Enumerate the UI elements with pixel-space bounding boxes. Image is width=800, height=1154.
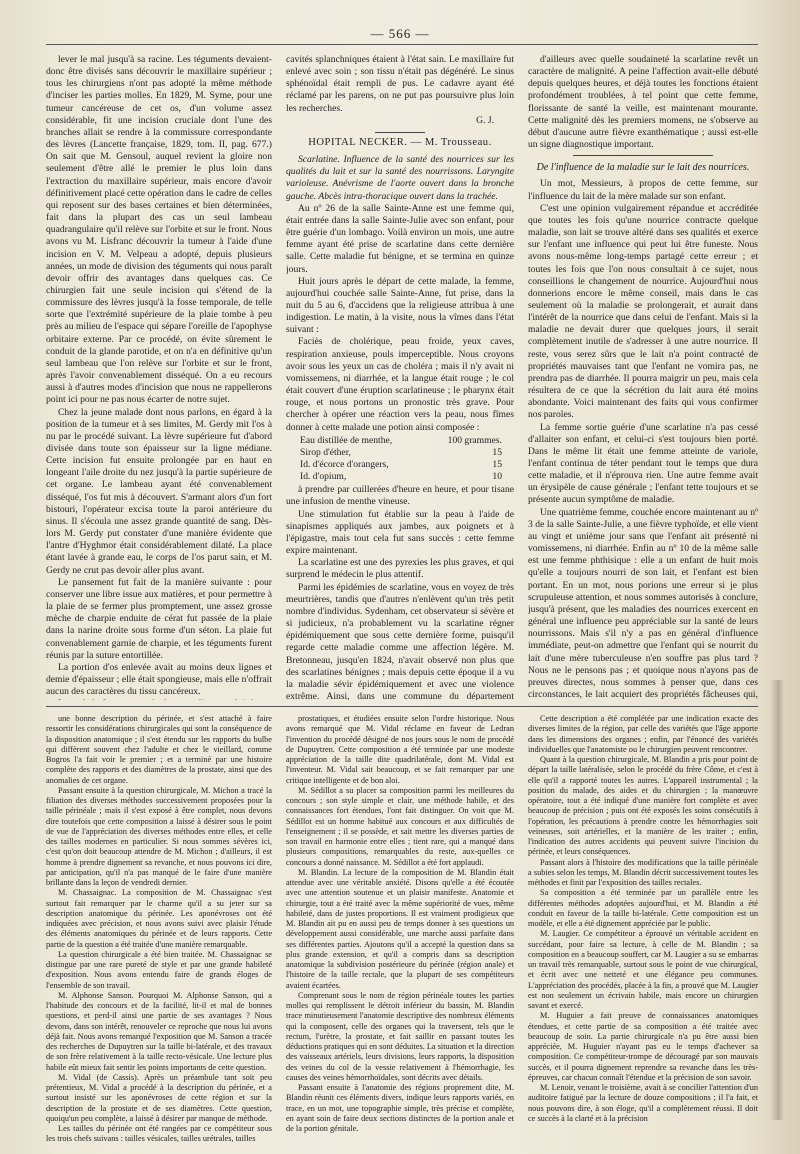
paragraph: Une quatrième femme, couchée encore maintenant au nº 3 de la salle Sainte-Julie, a une fièvre typhoïde, et elle vient au vingt et unième jour sans que l'enfant ait présenté ni vomissemens, ni diarrhée. Enfin au nº 10 de la même salle est une femme phthisique : elle a un enfant de huit mois qu'elle a toujours nourri de son lait, et l'enfant est bien portant. En un mot, nous porions une erreur si je plus scrupuleuse attention, et nous sommes autorisés à conclure, jusqu'à présent, que les maladies des nourrices exercent en général une influence peu appréciable sur la santé de leurs nourrissons. Mais s'il n'y a pas en général d'influence immédiate, peut-on admettre que l'enfant qui se nourrit du lait d'une mère tuberculeuse n'en souffre pas plus tard ? Nous ne le pensons pas ; et quoique nous n'ayons pas de preuves directes, nous sommes à penser que, dans ces circonstances, le lait acquiert des propriétés fâcheuses qui, xyxy=(528,506,758,700)
paragraph: prostatiques, et étudiées ensuite selon l'ordre historique. Nous avons remarqué que M. Vidal réclame en faveur de Ledran l'invention du procédé désigné de nos jours sous le nom de procédé de Dupuytren. Cette composition a été terminée par une modeste appréciation de la taille dite quadrilatérale, dont M. Vidal est l'inventeur. M. Vidal sait beaucoup, et se fait remarquer par une critique intelligente et de bon aloi. xyxy=(286,714,514,785)
paragraph: M. Lenoir, venant le troisième, avait à se concilier l'attention d'un auditoire fatigué par la lecture de douze compositions ; il l'a fait, et nous pouvons dire, à son éloge, qu'il a complètement réussi. Il doit ce succès à la clarté et à la précision xyxy=(528,1083,758,1123)
paragraph: M. Alphonse Sanson. Pourquoi M. Alphonse Sanson, qui a l'habitude des concours et de la facilité, lit-il et mal de bonnes questions, et perd-il ainsi une partie de ses avantages ? Nous devons, dans son intérêt, renouveler ce reproche que nous lui avons déjà fait. Nous avons remarqué l'exposition que M. Sanson a tracée des recherches de Dupuytren sur la taille bi-latérale, et des travaux de son frère relativement à la taille recto-vésicale. Une lecture plus habile eût mieux fait sentir les points importants de cette question. xyxy=(46,990,272,1072)
recipe-ingredient: Id. d'opium, xyxy=(300,471,347,483)
paragraph: lever le mal jusqu'à sa racine. Les téguments devaient-donc être divisés sans découvrir le maxillaire supérieur ; tous les chirurgiens n'ont pas adopté la même méthode d'inciser les parties molles. En 1829, M. Syme, pour une tumeur cancéreuse de cet os, d'un volume assez considérable, fit une incision cruciale dont l'une des branches allait se rendre à la commissure correspondante des lèvres (Lancette française, 1829, tom. II, pag. 677.) On sait que M. Gensoul, auquel revient la gloire non seulement d'être allé le premier le plus loin dans l'extraction du maxillaire supérieur, mais encore d'avoir définitivement placé cette opération dans le cadre de celles qui reposent sur des bases certaines et bien déterminées, fait dans la plupart des cas un seul lambeau quadrangulaire qu'il relève sur l'orbite et sur le front. Nous avons vu M. Lisfranc découvrir la tumeur à l'aide d'une incision en V. M. Velpeau a adopté, depuis plusieurs années, un mode de division des téguments qui nous paraît devoir offrir des avantages dans quelques cas. Ce chirurgien fait une seule incision qui s'étend de la commissure des lèvres jusqu'à la fosse temporale, de telle sorte que l'extrémité supérieure de la plaie tombe à peu près au milieu de l'espace qui sépare l'oreille de l'apophyse orbitaire externe. Par ce procédé, on évite sûrement le conduit de la glande parotide, et on n'a en définitive qu'un seul lambeau que l'on relève sur l'orbite et sur le front, après l'avoir convenablement disséqué. On a eu recours aussi à d'autres modes d'incision que nous ne rappellerons point ici pour ne pas nous écarter de notre sujet. xyxy=(46,54,272,406)
paragraph: Le pansement fut fait de la manière suivante : pour conserver une libre issue aux matières, et pour permettre à la plaie de se fermer plus promptement, une assez grosse mèche de charpie enduite de cérat fut passée de la plaie dans la narine droite sous forme d'un séton. La plaie fut convenablement garnie de charpie, et les téguments furent réunis par la suture entortillée. xyxy=(46,576,272,661)
paragraph xyxy=(46,698,272,700)
milk-influence-paragraphs xyxy=(528,178,758,700)
author-signature: G. J. xyxy=(476,114,494,126)
case-paragraphs-a xyxy=(286,203,514,434)
paragraph: Un mot, Messieurs, à propos de cette femme, sur l'influence du lait de la mère malade sur son enfant. xyxy=(528,178,758,202)
paragraph: Huit jours après le départ de cette malade, la femme, aujourd'hui couchée salle Sainte-Anne, fut prise, dans la nuit du 5 au 6, d'accidens que la religieuse attribua à une indigestion. Le matin, à la visite, nous la vîmes dans l'état suivant : xyxy=(286,275,514,336)
recipe-row xyxy=(286,459,514,471)
top-col1-paragraphs xyxy=(46,54,272,700)
milk-influence-subtitle: De l'influence de la maladie sur le lait des nourrices. xyxy=(536,162,750,174)
bottom-column-3 xyxy=(528,714,758,1146)
paragraph: M. Huguier a fait preuve de connaissances anatomiques étendues, et cette partie de sa composition a été traitée avec beaucoup de soin. La partie chirurgicale n'a pu être aussi bien appréciée, M. Huguier n'ayant pas eu le temps d'achever sa composition. Ce compétiteur-trompe de découragé par son mauvais succès, et il pourra dignement reprendre sa revanche dans les très-épreuves, car chacun connaît l'étendue et la précision de son savoir. xyxy=(528,1011,758,1082)
top-column-3 xyxy=(528,54,758,700)
recipe-quantity: 15 xyxy=(492,446,502,458)
page-number: — 566 — xyxy=(370,26,430,41)
bottom-column-1 xyxy=(46,714,272,1146)
recipe-ingredient: Sirop d'éther, xyxy=(300,446,351,458)
previous-case-ending: cavités splanchniques étaient à l'état sain. Le maxillaire fut enlevé avec soin ; son tissu n'était pas dégénéré. Le sinus sphénoïdal était rempli de pus. Le cadavre ayant été réclamé par les parens, on ne put pas poursuivre plus loin les recherches. xyxy=(286,54,514,114)
recipe-ingredient: Eau distillée de menthe, xyxy=(300,434,393,446)
paragraph: Comprenant sous le nom de région périnéale toutes les parties molles qui remplissent le détroit inférieur du bassin, M. Blandin trace minutieusement l'anatomie descriptive des nombreux éléments qui la composent, celle des organes qui la traversent, tels que le rectum, l'urètre, la prostate, et fait saillir en passant toutes les déductions pratiques qui en sont déduites. La situation et la direction des vaisseaux artériels, leurs divisions, leurs rapports, la disposition des veines du col de la vessie relativement à l'hémorrhagie, les causes des veines hémorrhoïdales, sont décrits avec détails. xyxy=(286,990,514,1082)
paragraph: Faciès de cholérique, peau froide, yeux caves, respiration anxieuse, pouls imperceptible. Nous croyons avoir sous les yeux un cas de choléra ; mais il n'y avait ni vomissemens, ni diarrhée, et la langue était rouge ; le col était couvert d'une éruption scarlatineuse ; le pharynx était rouge, et nous portons un pronostic très grave. Pour chercher à opérer une réaction vers la peau, nous fîmes donner à cette malade une potion ainsi composée : xyxy=(286,336,514,433)
paragraph: Passant alors à l'histoire des modifications que la taille périnéale a subies selon les temps, M. Blandin décrit successivement toutes les méthodes et finit par l'exposition des tailles rectales. xyxy=(528,857,758,887)
paragraph: La scarlatine est une des pyrexies les plus graves, et qui surprend le médecin le plus attentif. xyxy=(286,557,514,581)
paragraph: M. Vidal (de Cassis). Après un préambule tant soit peu prétentieux, M. Vidal a procédé à la description du périnée, et a surtout insisté sur les aponévroses de cette région et sur la description de la prostate et de ses diamètres. Cette question, quoiqu'un peu complète, a laissé à désirer par manque de méthode. xyxy=(46,1072,272,1123)
top-column-2 xyxy=(286,54,514,700)
paragraph: M. Chassaignac. La composition de M. Chassaignac s'est surtout fait remarquer par le charme qu'il a su jeter sur sa description anatomique du périnée. Les aponévroses ont été indiquées avec précision, et nous avons suivi avec plaisir l'étude des éléments anatomiques du périnée et de leurs rapports. Cette partie de la question a été traitée d'une manière remarquable. xyxy=(46,888,272,949)
paragraph: une bonne description du périnée, et s'est attaché à faire ressortir les considérations chirurgicales qui sont la conséquence de la disposition anatomique ; il s'est étendu sur les rapports du bulbe qui diffèrent souvent chez l'adulte et chez le vieillard, comme Bogros l'a fait voir le premier ; et a terminé par une histoire complète des rapports et des diamètres de la prostate, ainsi que des anomalies de cet organe. xyxy=(46,714,272,785)
binding-shadow xyxy=(770,680,784,1120)
top-column-1 xyxy=(46,54,272,700)
concours-paragraphs-3 xyxy=(528,714,758,1124)
recipe-row xyxy=(286,435,514,447)
header-rule xyxy=(46,44,758,45)
recipe-quantity: 15 xyxy=(492,459,502,470)
paragraph: Cette description a été complétée par une indication exacte des diverses limites de la région, par celle des variétés que l'âge apporte dans les dimensions des organes ; enfin, par l'énoncé des variétés individuelles que l'anatomiste ou le chirurgien peuvent rencontrer. xyxy=(528,714,758,754)
paragraph: Au nº 26 de la salle Sainte-Anne est une femme qui, était entrée dans la salle Sainte-Julie avec son enfant, pour être guérie d'un lombago. Voilà environ un mois, une autre femme ayant été prise de scarlatine dans cette dernière salle. Cette maladie fut bénigne, et se termina en quinze jours. xyxy=(286,202,514,275)
paragraph: Les tailles du périnée ont été rangées par ce compétiteur sous les trois chefs suivans : tailles vésicales, tailles urétrales, tailles xyxy=(46,1124,272,1144)
recipe-quantity: 100 grammes. xyxy=(447,434,502,446)
paragraph: M. Laugier. Ce compétiteur a éprouvé un véritable accident en succédant, pour faire sa lecture, à celle de M. Blandin ; sa composition en a beaucoup souffert, car M. Laugier a su se embarras un travail très remarquable, surtout sous le point de vue chirurgical, et écrit avec une netteté et une élégance peu communes. L'appréciation des procédés, placée à la fin, a prouvé que M. Laugier est non seulement un écrivain habile, mais encore un chirurgien savant et exercé. xyxy=(528,929,758,1010)
section-divider xyxy=(375,132,425,133)
subsection-divider xyxy=(573,155,713,156)
hospital-heading: HOPITAL NECKER. — M. Trousseau. xyxy=(308,136,492,148)
paragraph: Une stimulation fut établie sur la peau à l'aide de sinapismes appliqués aux jambes, aux poignets et à l'épigastre, mais tout cela fut sans succès : cette femme expire maintenant. xyxy=(286,508,514,557)
case-title: Scarlatine. Influence de la santé des nourrices sur les qualités du lait et sur la santé des nourrissons. Laryngite varioleuse. Anévrisme de l'aorte ouvert dans la bronche gauche. Abcès intra-thoracique ouvert dans la trachée. xyxy=(286,154,514,202)
paragraph: C'est une opinion vulgairement répandue et accréditée que toutes les fois qu'une nourrice contracte quelque maladie, son lait se trouve altéré dans ses qualités et exerce sur l'enfant une influence qui peut lui être funeste. Nous avons nous-même long-temps partagé cette erreur ; et toutes les fois que l'on nous consultait à ce sujet, nous conseillions le changement de nourrice. Aujourd'hui nous donnerions encore le même conseil, mais dans le cas seulement où la maladie se prolongerait, et aurait dans l'intérêt de la nourrice que dans celui de l'enfant. Mais si la maladie ne devait durer que quelques jours, il serait complètement inutile de s'adresser à une autre nourrice. Il reste, vous serez sûrs que le lait n'a point contracté de propriétés mauvaises tant que l'enfant ne vomira pas, ne prendra pas de diarrhée. Il pourra maigrir un peu, mais cela résultera de ce que la sécrétion du lait aura été moins abondante. Voici maintenant des faits qui vous confirmer nos paroles. xyxy=(528,202,758,421)
paragraph: Parmi les épidémies de scarlatine, vous en voyez de très meurtrières, tandis que d'autres n'enlèvent qu'un très petit nombre d'individus. Sydenham, cet observateur si sévère et si judicieux, n'a probablement vu la scarlatine régner épidémiquement que sous cette dernière forme, puisqu'il regarde cette maladie comme une affection légère. M. Bretonneau, jusqu'en 1824, n'avait observé non plus que des scarlatines bénignes ; mais depuis cette époque il a vu la maladie sévir épidémiquement et avec une violence extrême. Ainsi, dans une commune du département xyxy=(286,581,514,700)
bottom-column-2 xyxy=(286,714,514,1146)
section-rule xyxy=(46,706,758,707)
paragraph: Passant ensuite à l'anatomie des régions proprement dite, M. Blandin réunit ces éléments divers, indique leurs rapports variés, en trace, en un mot, une topographie simple, très précise et complète, en ayant soin de faire deux sections distinctes de la portion anale et de la portion génitale. xyxy=(286,1083,514,1133)
recipe-row xyxy=(286,447,514,459)
paragraph: La question chirurgicale a été bien traitée. M. Chassaignac se distingue par une rare pureté de style et par une grande habileté d'exposition. Nous avons entendu faire de grands éloges de l'ensemble de son travail. xyxy=(46,949,272,990)
recipe-quantity: 10 xyxy=(492,471,502,483)
paragraph: La portion d'os enlevée avait au moins deux lignes et demie d'épaisseur ; elle était spongieuse, mais elle n'offrait aucun des caractères du tissu cancéreux. xyxy=(46,661,272,698)
paragraph: à prendre par cuillerées d'heure en heure, et pour tisane une infusion de menthe vineuse. xyxy=(286,484,514,508)
case-paragraphs-b xyxy=(286,484,514,700)
recipe-ingredient: Id. d'écorce d'orangers, xyxy=(300,459,389,470)
concours-paragraphs-2 xyxy=(286,714,514,1134)
paragraph: M. Sédillot a su placer sa composition parmi les meilleures du concours ; son style simple et clair, une méthode habile, et des connaissances fort étendues, l'ont fait distinguer. On voit que M. Sédillot est un homme habitué aux concours et aux difficultés de l'enseignement ; il se possède, et sait mettre les diverses parties de son travail en harmonie entre elles ; tient rare, qui a manqué dans plusieurs compositions, remarquables du reste, aux-quelles ce concours a donné naissance. M. Sédillot a été fort applaudi. xyxy=(286,785,514,867)
paragraph: d'ailleurs avec quelle soudaineté la scarlatine revêt un caractère de malignité. A peine l'affection avait-elle débuté depuis quelques heures, et déjà toutes les fonctions étaient profondément troublées, à tel point que cette femme, florissante de santé la veille, est maintenant mourante. Cette malignité dès les premiers momens, ne s'observe au début d'aucune autre fièvre exanthématique ; aussi est-elle un signe diagnostique important. xyxy=(528,54,758,151)
recipe-row xyxy=(286,471,514,483)
paragraph: Quant à la question chirurgicale, M. Blandin a pris pour point de départ la taille latéralisée, selon le procédé du frère Côme, et c'est à elle qu'il a rapporté toutes les autres. L'appareil instrumental ; la position du malade, des aides et du chirurgien ; la manœuvre opératoire, tout a été indiqué d'une manière fort complète et avec beaucoup de précision ; puis ont été exposés les soins consécutifs à l'opération, les précautions à prendre contre les hémorrhagies soit veineuses, soit artérielles, et la manière de les traiter ; enfin, l'indication des autres accidents qui peuvent suivre l'incision du périnée, et leurs conséquences. xyxy=(528,755,758,857)
paragraph: Passant ensuite à la question chirurgicale, M. Michon a tracé la filiation des diverses méthodes successivement proposées pour la taille périnéale ; mais il s'est exposé à être complet, nous devons dire toutefois que cette composition a laissé à désirer sous le point de vue de l'appréciation des diverses méthodes entre elles, et celle des tailles modernes en particulier. Si nous sommes sévères ici, c'est qu'on doit beaucoup attendre de M. Michon ; d'ailleurs, il est homme à prendre dignement sa revanche, et nous pouvons ici dire, par anticipation, qu'il n'a pas manqué de le faire d'une manière brillante dans la leçon de vendredi dernier. xyxy=(46,785,272,887)
paragraph: Sa composition a été terminée par un parallèle entre les différentes méthodes adoptées aujourd'hui, et M. Blandin a été conduit en faveur de la taille bi-latérale. Cette composition est un modèle, et elle a été dignement appréciée par le public. xyxy=(528,888,758,928)
paragraph: La femme sortie guérie d'une scarlatine n'a pas cessé d'allaiter son enfant, et celui-ci s'est toujours bien porté. Dans le même lit était une femme atteinte de variole, l'enfant continua de téter pendant tout le temps que dura cette maladie, et il n'éprouva rien. Une autre femme avait un érysipèle de cause générale ; l'enfant tette toujours et se présente aucun symptôme de maladie. xyxy=(528,421,758,506)
concours-paragraphs-1 xyxy=(46,714,272,1145)
paragraph: M. Blandin. La lecture de la composition de M. Blandin était attendue avec une véritable anxiété. Disons qu'elle a été écoutée avec une attention soutenue et un plaisir manifeste. Anatomie et chirurgie, tout a été traité avec la même supériorité de vues, même habileté, dans de justes proportions. Il est vraiment prodigieux que M. Blandin ait pu en aussi peu de temps donner à ses questions un développement aussi considérable, une marche aussi parfaite dans ses différentes parties. Ajoutons qu'il a accepté la question dans sa plus grande extension, et qu'il a compris dans sa description anatomique la subdivision postérieure du périnée (région anale) et l'histoire de la taille rectale, que la plupart de ses compétiteurs avaient écartées. xyxy=(286,867,514,990)
paragraph: Chez la jeune malade dont nous parlons, en égard à la position de la tumeur et à ses limites, M. Gerdy mit l'os à nu par le procédé suivant. La lèvre supérieure fut d'abord divisée dans toute son épaisseur sur la ligne médiane. Cette incision fut ensuite prolongée par en haut en longeant l'aile droite du nez jusqu'à la partie supérieure de cet organe. Le lambeau ayant été convenablement disséqué, l'os fut mis à découvert. S'armant alors d'un fort bistouri, l'opérateur excisa toute la paroi antérieure du sinus. Il s'écoula une assez grande quantité de sang. Dès-lors M. Gerdy put constater d'une manière évidente que l'antre d'Hyghmor était considérablement dilaté. La place étant lavée à grande eau, le corps de l'os parut sain, et M. Gerdy ne crut pas devoir aller plus avant. xyxy=(46,406,272,576)
scarlatine-paragraphs xyxy=(528,54,758,151)
potion-recipe xyxy=(286,435,514,484)
